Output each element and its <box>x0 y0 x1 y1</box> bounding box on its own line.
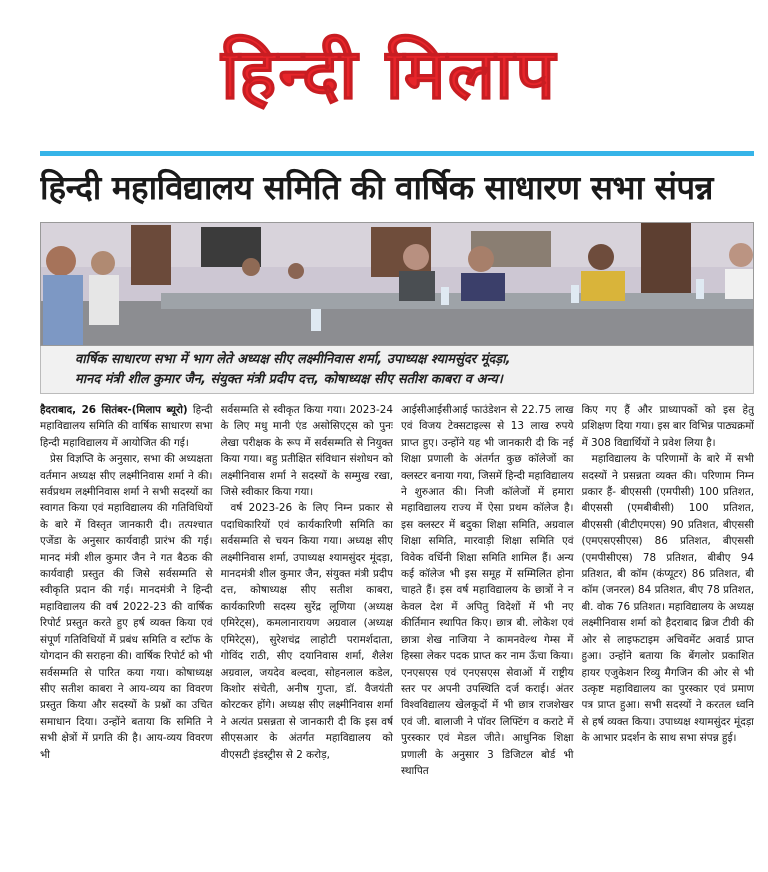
article-body <box>40 402 754 872</box>
lead-text: हिन्दी महाविद्यालय समिति की वार्षिक साधारण सभा हिन्दी महाविद्यालय में आयोजित की गई। <box>40 404 213 449</box>
paragraph: महाविद्यालय के परिणामों के बारे में सभी सदस्यों ने प्रसन्नता व्यक्त की। परिणाम निम्न प्रकार हैं- बीएससी (एमपीसी) 100 प्रतिशत, बीएससी (एमबीबीसी) 100 प्रतिशत, बीएससी (बीटीएमएस) 90 प्रतिशत, बीएससी (एमएसएसीएस) 86 प्रतिशत, बीएससी (एमपीसीएस) 78 प्रतिशत, बीबीए 94 प्रतिशत, बी कॉम (कंप्यूटर) 86 प्रतिशत, बी कॉम (जनरल) 84 प्रतिशत, बीए 78 प्रतिशत, बी. वोक 76 प्रतिशत। महाविद्यालय के अध्यक्ष लक्ष्मीनिवास शर्मा को हैदराबाद ब्रिज टीवी की ओर से लाइफटाइम अचिवमेंट अवार्ड प्राप्त हुआ। उन्होंने बताया कि बेंगलोर प्रकाशित हायर एजुकेशन रिव्यु मैगजिन की ओर से भी उत्कृष्ट महाविद्यालय का पुरस्कार एवं प्रमाण पत्र प्राप्त हुआ। सभी सदस्यों ने करतल ध्वनि से हर्ष व्यक्त किया। उपाध्यक्ष श्यामसुंदर मूंदड़ा के आभार प्रदर्शन के साथ सभा संपन्न हुई। <box>581 453 754 745</box>
dateline: हैदराबाद, 26 सितंबर-(मिलाप ब्यूरो) <box>40 404 188 416</box>
article-column-3 <box>401 402 574 872</box>
article-lead <box>40 402 213 451</box>
paragraph: किए गए हैं और प्राध्यापकों को इस हेतु प्रशिक्षण दिया गया। इस बार विभिन्न पाठ्यक्रमों में 308 विद्यार्थियों ने प्रवेश लिया है। <box>581 404 754 449</box>
masthead-logo <box>200 18 578 130</box>
article-column-2 <box>221 402 394 872</box>
headline: हिन्दी महाविद्यालय समिति की वार्षिक साधारण सभा संपन्न <box>40 168 713 207</box>
masthead-title: हिन्दी मिलाप <box>221 32 557 115</box>
meeting-photo-illustration <box>41 223 754 346</box>
paragraph: आईसीआईसीआई फाउंडेशन से 22.75 लाख एवं विजय टेक्सटाइल्स से 13 लाख रुपये प्राप्त हुए। उन्होंने यह भी जानकारी दी कि नई शिक्षा प्रणाली के अंतर्गत कुछ कॉलेजों का क्लस्टर बनाया गया, जिसमें हिन्दी महाविद्यालय ने शुरुआत की। निजी कॉलेजों में हमारा महाविद्यालय राज्य में ऐसा प्रथम कॉलेज है। इस क्लस्टर में बदुका शिक्षा समिति, अग्रवाल शिक्षा समिति, मारवाड़ी शिक्षा समिति एवं विवेक वर्धिनी शिक्षा समिति शामिल हैं। अन्य कई कॉलेज भी इस समूह में सम्मिलित होना चाहते हैं। इस वर्ष महाविद्यालय के छात्रों ने न केवल देश में अपितु विदेशों में भी नए कीर्तिमान स्थापित किए। छात्र बी. लोकेश एवं छात्रा शेख नाजिया ने कामनवेल्थ गेम्स में हिस्सा लेकर पदक प्राप्त कर नाम ऊँचा किया। एनएसएस एवं एनएसएस सेवाओं में राष्ट्रीय स्तर पर अपनी उपस्थिति दर्ज कराई। अंतर विश्वविद्यालय खेलकूदों में भी छात्र राजशेखर एवं जी. बालाजी ने पॉवर लिफ्टिंग व कराटे में पुरस्कार एवं मेडल जीते। आधुनिक शिक्षा प्रणाली के अनुसार 3 डिजिटल बोर्ड भी स्थापित <box>401 404 574 777</box>
photo-caption <box>40 346 754 394</box>
paragraph: प्रेस विज्ञप्ति के अनुसार, सभा की अध्यक्षता वर्तमान अध्यक्ष सीए लक्ष्मीनिवास शर्मा ने की। सर्वप्रथम लक्ष्मीनिवास शर्मा ने सभी सदस्यों का स्वागत किया एवं महाविद्यालय की गतिविधियों के बारे में विस्तृत जानकारी दी। तत्पश्चात एजेंडा के अनुसार कार्यवाही प्रारंभ की गई। मानद मंत्री शील कुमार जैन ने गत बैठक की कार्यवाही प्रस्तुत की जिसे सर्वसम्मति से स्वीकृति प्रदान की गई। मानदमंत्री ने हिन्दी महाविद्यालय की वर्ष 2022-23 की वार्षिक रिपोर्ट प्रस्तुत करते हुए हर्ष व्यक्त किया एवं संपूर्ण गतिविधियों में प्रबंध समिति व स्टॉफ के योगदान की सराहना की। वार्षिक रिपोर्ट को भी सर्वसम्मति से पारित कया गया। कोषाध्यक्ष सीए सतीश काबरा ने आय-व्यय का विवरण प्रस्तुत किया और सदस्यों के प्रश्नों का उचित समाधान दिया। उन्होंने बताया कि समिति ने सभी क्षेत्रों में प्रगति की है। आय-व्यय विवरण भी <box>40 453 213 761</box>
paragraph: वर्ष 2023-26 के लिए निम्न प्रकार से पदाधिकारियों एवं कार्यकारिणी समिति का सर्वसम्मति से चयन किया गया। अध्यक्ष सीए लक्ष्मीनिवास शर्मा, उपाध्यक्ष श्यामसुंदर मूंदड़ा, मानदमंत्री शील कुमार जैन, संयुक्त मंत्री प्रदीप दत्त, कोषाध्यक्ष सीए सतीश काबरा, कार्यकारिणी सदस्य सुरेंद्र लूणिया (अध्यक्ष एमिरेट्स), कमलानारायण अग्रवाल (अध्यक्ष एमिरेट्स), सुरेशचंद्र लाहोटी परामर्शदाता, गोविंद राठी, सीए दयानिवास शर्मा, शैलेश अग्रवाल, जयदेव बल्दवा, सोहनलाल कडेल, किशोर संचेती, अनीष गुप्ता, डॉ. वैजयंती कोरटकर होंगे। अध्यक्ष सीए लक्ष्मीनिवास शर्मा ने अत्यंत प्रसन्नता से जानकारी दी कि इस वर्ष सीएसआर के अंतर्गत महाविद्यालय को वीएसटी इंडस्ट्रीस से 2 करोड़, <box>220 502 393 761</box>
caption-line-2: मानद मंत्री शील कुमार जैन, संयुक्त मंत्री प्रदीप दत्त, कोषाध्यक्ष सीए सतीश काबरा व अन्य। <box>75 372 503 387</box>
meeting-photo <box>40 222 754 346</box>
headline-rule <box>40 151 754 156</box>
caption-line-1: वार्षिक साधारण सभा में भाग लेते अध्यक्ष सीए लक्ष्मीनिवास शर्मा, उपाध्यक्ष श्यामसुंदर मूंदड़ा, <box>75 352 511 367</box>
article-column-1 <box>40 402 213 872</box>
article-column-4 <box>582 402 755 872</box>
paragraph: सर्वसम्मति से स्वीकृत किया गया। 2023-24 के लिए मधु मानी एंड असोसिएट्स को पुनः लेखा परीक्षक के रूप में सर्वसम्मति से नियुक्त किया गया। बहु प्रतीक्षित संविधान संशोधन को लक्ष्मीनिवास शर्मा ने सदस्यों के सम्मुख रखा, जिसे स्वीकार किया गया। <box>220 404 393 499</box>
